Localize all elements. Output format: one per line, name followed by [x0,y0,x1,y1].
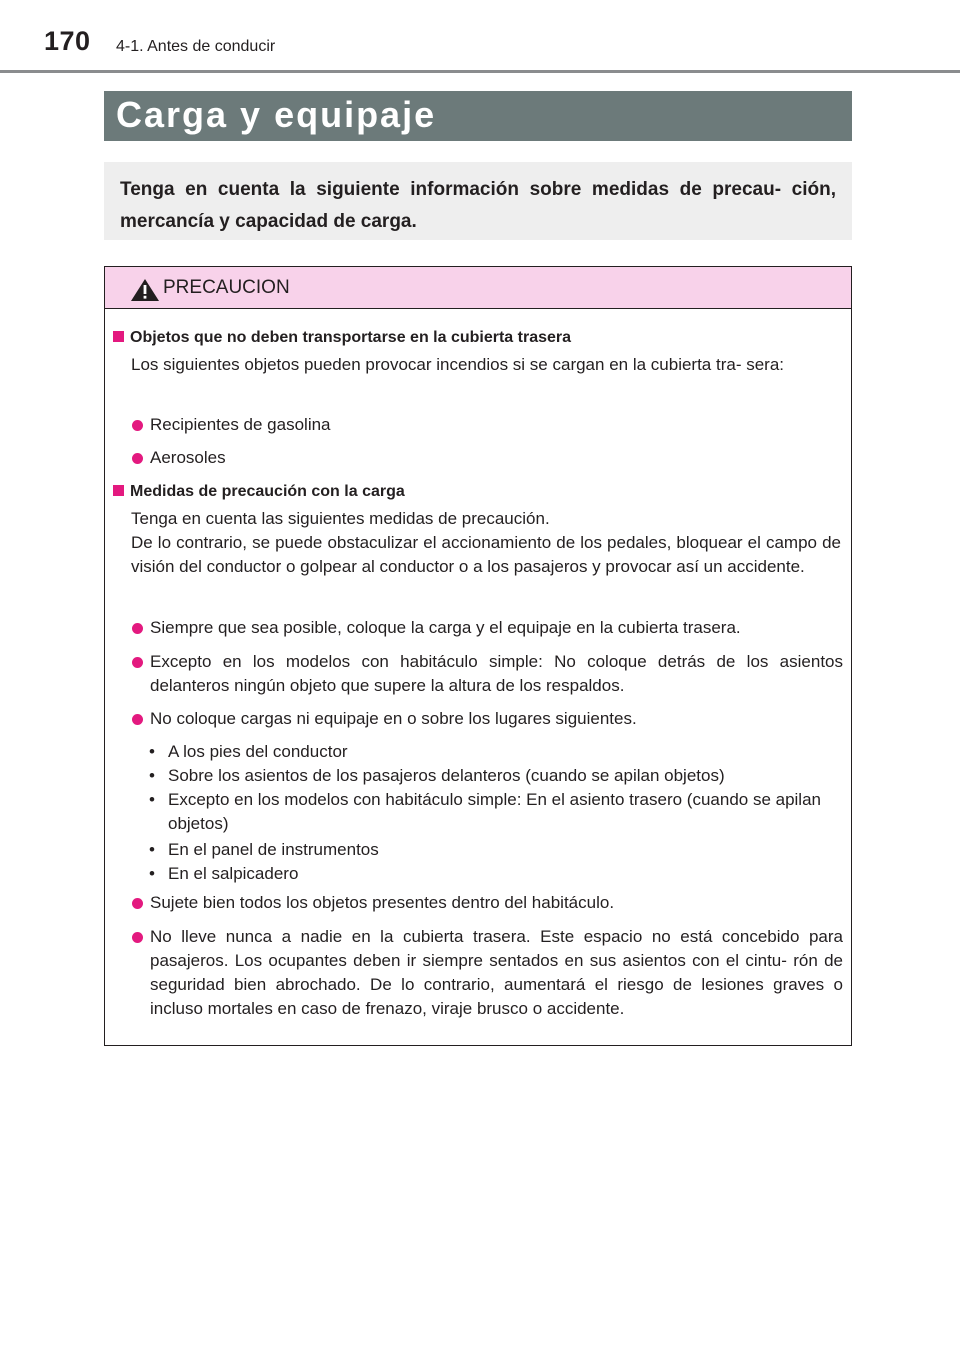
circle-bullet-icon [132,420,143,431]
caution-header [105,267,851,309]
running-header: 4-1. Antes de conducir [116,38,276,55]
list-item-text: No coloque cargas ni equipaje en o sobre los lugares siguientes. [150,709,637,728]
list-item-text: Sujete bien todos los objetos presentes dentro del habitáculo. [150,893,615,912]
section-title-text: Objetos que no deben transportarse en la cubierta trasera [130,329,572,346]
circle-bullet-icon [132,657,143,668]
section-text: Los siguientes objetos pueden provocar incendios si se cargan en la cubierta tra- sera: [131,355,784,374]
circle-bullet-icon [132,898,143,909]
sub-list-item: • En el salpicadero [144,862,834,886]
list-item [129,650,843,698]
circle-bullet-icon [132,932,143,943]
list-item-text: Siempre que sea posible, coloque la carga y el equipaje en la cubierta trasera. [150,618,741,637]
section-title-load-precautions [113,483,405,501]
section-title-rear-deck [113,329,571,347]
list-item-text: Recipientes de gasolina [150,415,331,434]
sub-list-item: • Sobre los asientos de los pasajeros delanteros (cuando se apilan objetos) [144,764,834,788]
list-item [129,891,843,915]
page-title: Carga y equipaje [116,94,437,135]
intro-box [104,162,852,240]
list-item-text: No lleve nunca a nadie en la cubierta trasera. Este espacio no está concebido para pasajeros. Los ocupantes deben ir siempre sentados en sus asientos con el cintu- rón de seguridad bien abrochado. De lo contrario, aumentará el riesgo de lesiones graves o incluso mortales en caso de frenazo, viraje brusco o accidente. [150,927,843,1018]
list-item [129,616,843,640]
list-item [129,446,843,470]
caution-title: PRECAUCION [163,277,290,298]
circle-bullet-icon [132,714,143,725]
sub-list-item: • En el panel de instrumentos [144,838,834,862]
list-item [129,413,843,437]
list-item-text: Aerosoles [150,448,226,467]
list-item-text: Excepto en los modelos con habitáculo simple: No coloque detrás de los asientos delanteros ningún objeto que supere la altura de los respaldos. [150,652,843,695]
sub-list-item: • A los pies del conductor [144,740,834,764]
list-item [129,925,843,1021]
circle-bullet-icon [132,623,143,634]
square-bullet-icon [113,485,124,496]
section-title-text: Medidas de precaución con la carga [130,483,405,500]
square-bullet-icon [113,331,124,342]
page-number: 170 [44,26,91,56]
section-text: De lo contrario, se puede obstaculizar el accionamiento de los pedales, bloquear el campo de visión del conductor o golpear al conductor o a los pasajeros y provocar así un accidente. [131,533,841,576]
intro-text: Tenga en cuenta la siguiente información sobre medidas de precau- ción, mercancía y capacidad de carga. [120,179,836,232]
sub-list-item: • Excepto en los modelos con habitáculo simple: En el asiento trasero (cuando se apilan objetos) [144,788,834,836]
caution-box [104,266,852,1046]
list-item [129,707,843,731]
circle-bullet-icon [132,453,143,464]
title-banner [104,91,852,141]
header-rule [0,70,960,73]
section-text: Tenga en cuenta las siguientes medidas de precaución. [131,509,550,528]
warning-triangle-icon [131,279,159,301]
